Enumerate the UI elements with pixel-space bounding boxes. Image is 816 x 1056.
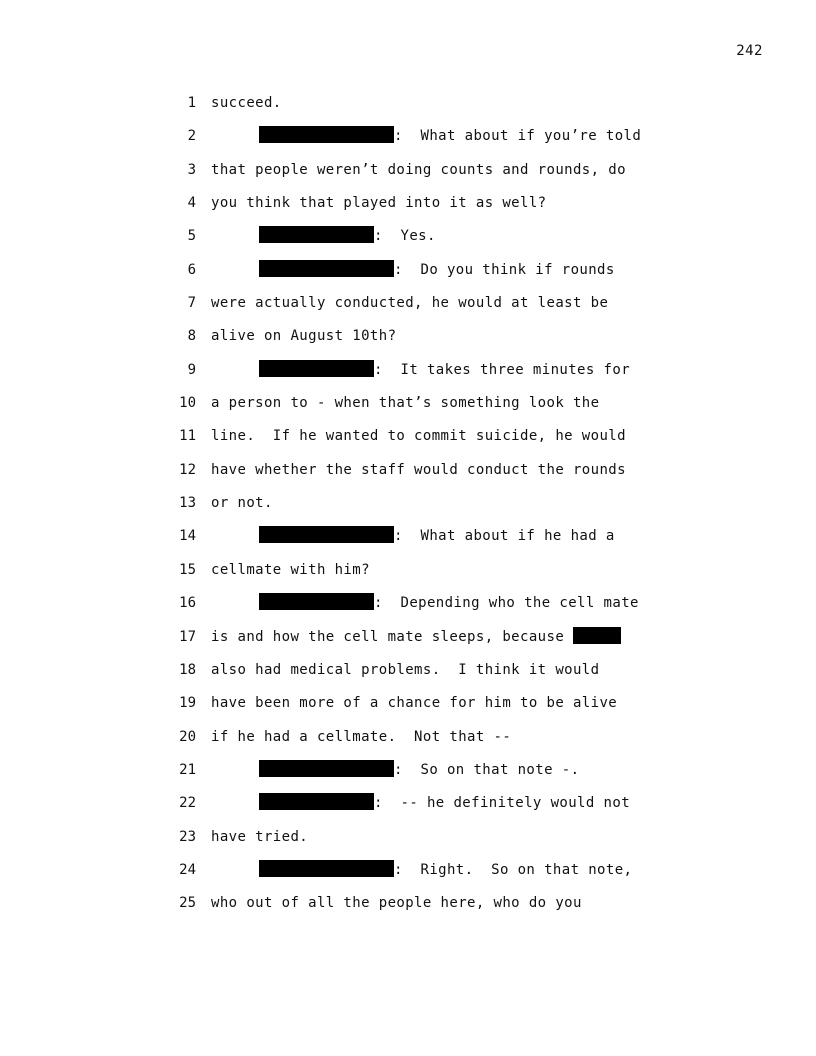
speaker-redaction xyxy=(259,760,394,777)
transcript-line xyxy=(0,325,816,358)
line-text: : Right. So on that note, xyxy=(394,861,633,878)
line-text: : Yes. xyxy=(374,228,436,245)
speaker-line xyxy=(259,525,615,547)
line-text: you think that played into it as well? xyxy=(211,195,547,212)
line-number: 12 xyxy=(179,461,196,478)
transcript-line xyxy=(0,492,816,525)
transcript-line xyxy=(0,726,816,759)
transcript-line xyxy=(0,125,816,158)
line-text: : -- he definitely would not xyxy=(374,795,631,812)
transcript-line xyxy=(0,659,816,692)
line-number: 9 xyxy=(187,361,196,378)
line-number: 13 xyxy=(179,495,196,512)
line-number: 11 xyxy=(179,428,196,445)
transcript-line xyxy=(0,292,816,325)
line-text: have been more of a chance for him to be alive xyxy=(211,695,618,712)
line-number: 6 xyxy=(187,261,196,278)
transcript-line xyxy=(0,559,816,592)
line-text: succeed. xyxy=(211,95,282,111)
inline-redaction xyxy=(573,627,621,644)
line-text: : Depending who the cell mate xyxy=(374,595,639,612)
line-number: 19 xyxy=(179,695,196,712)
transcript-line xyxy=(0,259,816,292)
line-text: have whether the staff would conduct the rounds xyxy=(211,461,626,478)
line-number: 3 xyxy=(187,161,196,178)
line-number: 16 xyxy=(179,595,196,612)
speaker-redaction xyxy=(259,126,394,143)
speaker-redaction xyxy=(259,593,374,610)
line-text: alive on August 10th? xyxy=(211,328,397,345)
transcript-line xyxy=(0,892,816,925)
page-number: 242 xyxy=(736,43,763,59)
line-text-with-redaction xyxy=(211,626,621,648)
line-text: line. If he wanted to commit suicide, he would xyxy=(211,428,626,445)
line-number: 5 xyxy=(187,228,196,245)
transcript-line xyxy=(0,525,816,558)
line-text: have tried. xyxy=(211,828,309,845)
line-text: : What about if you’re told xyxy=(394,128,642,145)
transcript-line xyxy=(0,459,816,492)
speaker-line xyxy=(259,859,632,881)
line-number: 20 xyxy=(179,728,196,745)
transcript-line xyxy=(0,392,816,425)
line-text: that people weren’t doing counts and rounds, do xyxy=(211,161,626,178)
speaker-line xyxy=(259,259,615,281)
line-text: a person to - when that’s something look the xyxy=(211,395,600,412)
line-text: cellmate with him? xyxy=(211,561,370,578)
line-number: 22 xyxy=(179,795,196,812)
speaker-line xyxy=(259,125,641,147)
transcript-line xyxy=(0,159,816,192)
line-number: 7 xyxy=(187,295,196,312)
transcript-body xyxy=(0,92,816,926)
line-number: 1 xyxy=(187,95,196,111)
speaker-line xyxy=(259,759,579,781)
speaker-line xyxy=(259,792,630,814)
speaker-line xyxy=(259,592,639,614)
line-text: also had medical problems. I think it would xyxy=(211,661,600,678)
line-text: or not. xyxy=(211,495,273,512)
line-text: : What about if he had a xyxy=(394,528,615,545)
transcript-line xyxy=(0,425,816,458)
transcript-line xyxy=(0,759,816,792)
transcript-line xyxy=(0,692,816,725)
speaker-redaction xyxy=(259,860,394,877)
transcript-line xyxy=(0,592,816,625)
speaker-redaction xyxy=(259,260,394,277)
line-number: 24 xyxy=(179,861,196,878)
speaker-line xyxy=(259,359,630,381)
line-text: who out of all the people here, who do you xyxy=(211,895,582,912)
speaker-redaction xyxy=(259,226,374,243)
line-text: : Do you think if rounds xyxy=(394,261,615,278)
speaker-redaction xyxy=(259,793,374,810)
line-text: : It takes three minutes for xyxy=(374,361,631,378)
transcript-line xyxy=(0,626,816,659)
line-number: 2 xyxy=(187,128,196,145)
line-number: 23 xyxy=(179,828,196,845)
transcript-line xyxy=(0,225,816,258)
line-text: if he had a cellmate. Not that -- xyxy=(211,728,512,745)
transcript-line xyxy=(0,826,816,859)
line-number: 8 xyxy=(187,328,196,345)
speaker-line xyxy=(259,225,436,247)
speaker-redaction xyxy=(259,360,374,377)
line-number: 25 xyxy=(179,895,196,912)
transcript-line xyxy=(0,192,816,225)
transcript-line xyxy=(0,792,816,825)
line-number: 15 xyxy=(179,561,196,578)
line-number: 14 xyxy=(179,528,196,545)
transcript-line xyxy=(0,92,816,125)
line-text: were actually conducted, he would at least be xyxy=(211,295,609,312)
line-number: 4 xyxy=(187,195,196,212)
line-text: is and how the cell mate sleeps, because xyxy=(211,628,573,645)
transcript-line xyxy=(0,359,816,392)
transcript-line xyxy=(0,859,816,892)
line-text: : So on that note -. xyxy=(394,761,580,778)
line-number: 18 xyxy=(179,661,196,678)
line-number: 21 xyxy=(179,761,196,778)
line-number: 10 xyxy=(179,395,196,412)
speaker-redaction xyxy=(259,526,394,543)
line-number: 17 xyxy=(179,628,196,645)
